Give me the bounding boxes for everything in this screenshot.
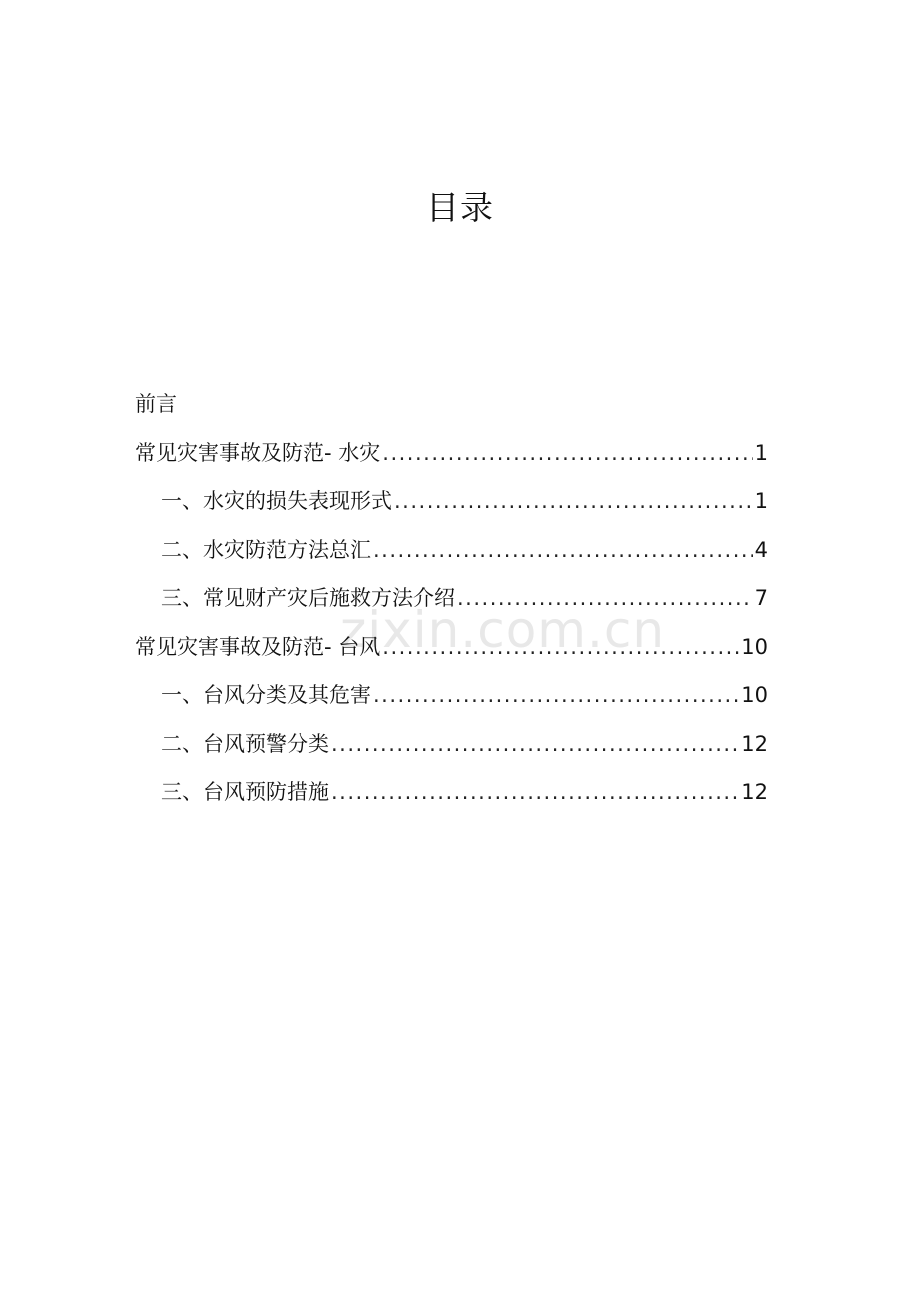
toc-leader-dots	[382, 623, 739, 672]
page-title: 目录	[426, 188, 494, 227]
toc-page-number: 10	[741, 634, 768, 659]
toc-page-number: 4	[754, 537, 768, 562]
toc-preface[interactable]	[135, 380, 768, 429]
toc-entry-typhoon-types[interactable]	[135, 671, 768, 720]
toc-entry-typhoon-section[interactable]	[135, 623, 768, 672]
toc-leader-dots	[331, 768, 739, 817]
toc-entry-title: 前言	[135, 392, 177, 416]
toc-leader-dots	[457, 574, 753, 623]
toc-entry-title: 常见灾害事故及防范- 水灾	[135, 440, 381, 465]
watermark: zixin.com.cn	[340, 601, 666, 659]
toc-entry-title: 二、台风预警分类	[161, 731, 329, 756]
toc-leader-dots	[331, 720, 739, 769]
toc-page-number: 10	[741, 683, 768, 707]
toc-page-number: 12	[741, 731, 768, 756]
toc-entry-title: 一、水灾的损失表现形式	[161, 489, 392, 513]
toc-entry-flood-loss[interactable]	[135, 477, 768, 526]
toc-entry-typhoon-warning[interactable]	[135, 720, 768, 769]
toc-entry-title: 一、台风分类及其危害	[161, 683, 371, 707]
toc-leader-dots	[373, 671, 739, 720]
toc-leader-dots	[394, 477, 753, 526]
toc-entry-title: 三、台风预防措施	[161, 780, 329, 804]
toc-entry-title: 常见灾害事故及防范- 台风	[135, 634, 381, 659]
toc-leader-dots	[373, 526, 753, 575]
toc-entry-flood-prevention[interactable]	[135, 526, 768, 575]
toc-entry-flood-section[interactable]	[135, 429, 768, 478]
toc-entry-title: 三、常见财产灾后施救方法介绍	[161, 586, 455, 610]
toc-leader-dots	[382, 429, 752, 478]
table-of-contents	[135, 380, 768, 817]
toc-page-number: 1	[754, 489, 768, 513]
toc-page-number: 12	[741, 780, 768, 804]
toc-page-number: 1	[754, 440, 768, 465]
toc-entry-typhoon-prevention[interactable]	[135, 768, 768, 817]
toc-entry-title: 二、水灾防范方法总汇	[161, 537, 371, 562]
toc-entry-flood-rescue[interactable]	[135, 574, 768, 623]
toc-page-number: 7	[754, 586, 768, 610]
